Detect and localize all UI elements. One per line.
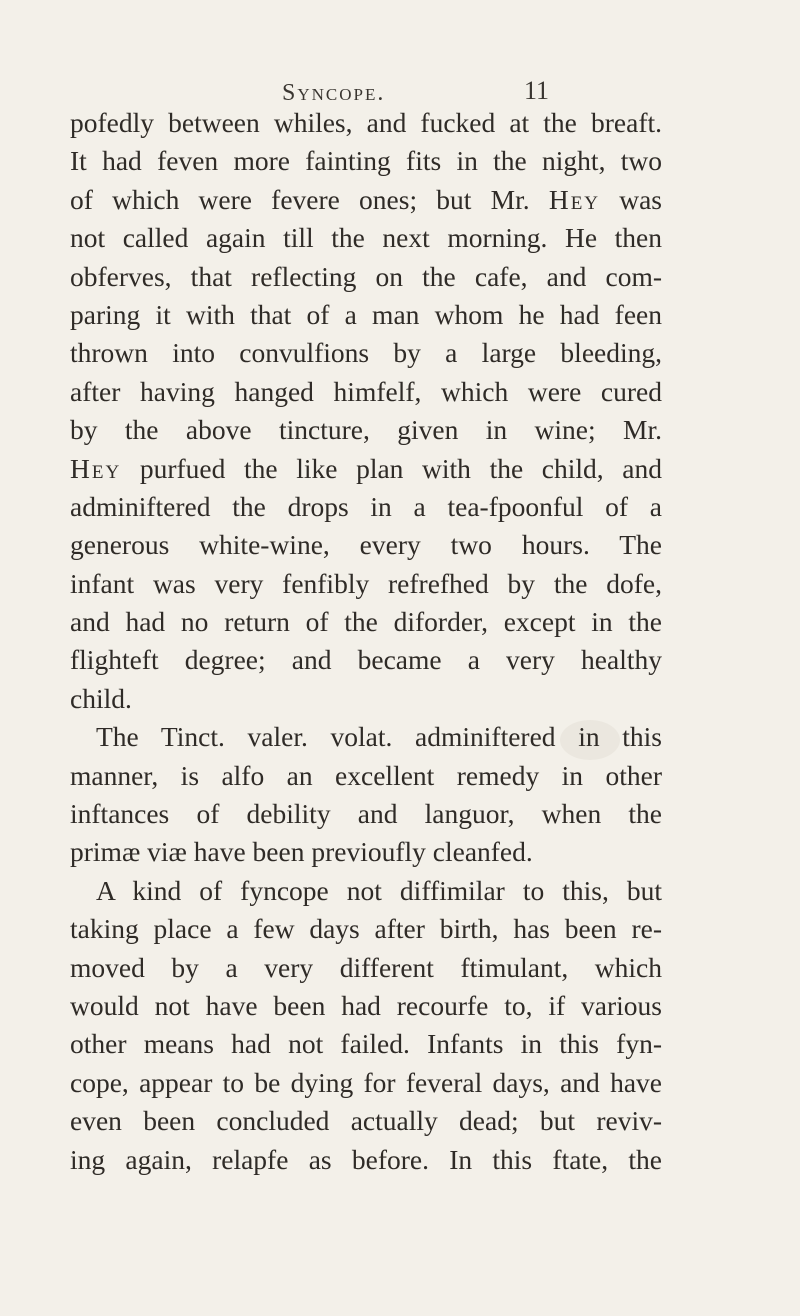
text-line: after having hanged himfelf, which were cured (70, 375, 662, 407)
text-line: other means had not failed. Infants in this fyn- (70, 1028, 662, 1060)
text-line: pofedly between whiles, and fucked at the breaft. (70, 107, 662, 138)
text-line: even been concluded actually dead; but reviv- (70, 1105, 662, 1137)
text-line: child. (70, 682, 132, 714)
text-line: It had feven more fainting fits in the night, two (70, 145, 662, 177)
text-line: The Tinct. valer. volat. adminiftered in this (96, 721, 662, 753)
page-number: 11 (524, 76, 550, 105)
text-line: thrown into convulfions by a large bleeding, (70, 337, 662, 369)
text-line: moved by a very different ftimulant, which (70, 951, 662, 983)
body-text (70, 104, 662, 1179)
text-line: ing again, relapfe as before. In this ftate, the (70, 1143, 662, 1175)
text-line: by the above tincture, given in wine; Mr. (70, 414, 662, 446)
name-hey: Hey (548, 183, 601, 215)
text-line: A kind of fyncope not diffimilar to this, but (96, 874, 662, 906)
text-line: not called again till the next morning. He then (70, 222, 662, 254)
text-line: inftances of debility and languor, when the (70, 798, 662, 830)
text-line: taking place a few days after birth, has been re- (70, 913, 662, 945)
text-line: paring it with that of a man whom he had feen (70, 298, 662, 330)
running-title: Syncope. (282, 80, 386, 106)
text-line: adminiftered the drops in a tea-fpoonful of a (70, 490, 662, 522)
text-line: infant was very fenfibly refrefhed by the dofe, (70, 567, 662, 599)
text-line: manner, is alfo an excellent remedy in other (70, 759, 662, 791)
text-line: and had no return of the diforder, except in the (70, 606, 662, 638)
text-line: generous white-wine, every two hours. The (70, 529, 662, 561)
text-line: obferves, that reflecting on the cafe, and com- (70, 260, 662, 292)
name-hey: Hey (70, 452, 122, 484)
text-line: would not have been had recourfe to, if various (70, 989, 662, 1021)
text-line: of which were fevere ones; but Mr. Hey was (70, 183, 662, 215)
text-line: cope, appear to be dying for feveral days, and have (70, 1066, 662, 1098)
text-line: Hey purfued the like plan with the child, and (70, 452, 662, 484)
text-line: flighteft degree; and became a very healthy (70, 644, 662, 676)
text-line: primæ viæ have been previoufly cleanfed. (70, 836, 533, 868)
